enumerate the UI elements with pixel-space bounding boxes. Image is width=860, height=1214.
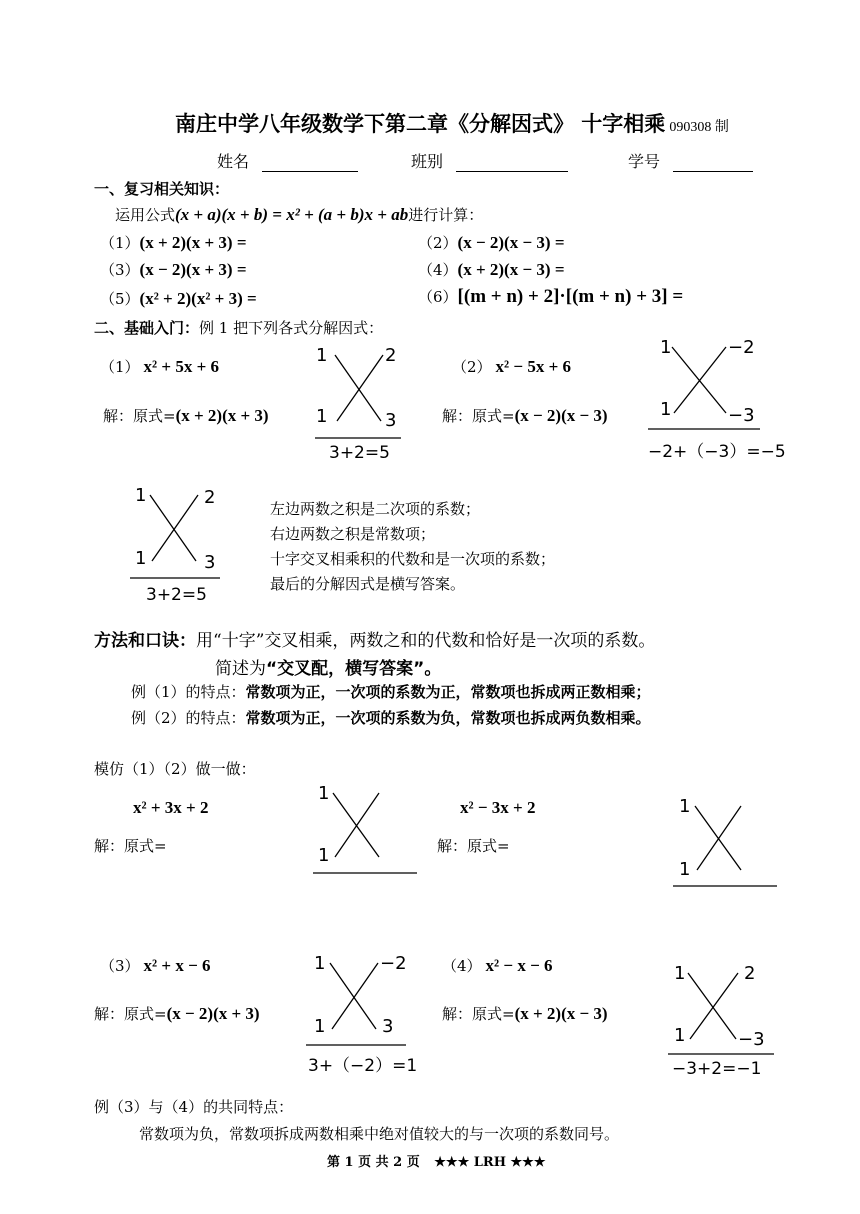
feature-1 [131, 681, 651, 702]
item-expr: (x − 2)(x − 3) = [457, 233, 565, 252]
solution-expr: (x + 2)(x − 3) [514, 1004, 608, 1023]
cross-top-right: 2 [744, 963, 756, 984]
cross-top-left: 1 [660, 337, 672, 358]
cross-sum: −2+（−3）=−5 [648, 442, 786, 462]
imitate-a-expr: x² + 3x + 2 [133, 798, 209, 817]
item-num: （5） [100, 290, 140, 308]
intro-prefix: 运用公式 [115, 206, 176, 224]
cross-top-left: 1 [674, 963, 686, 984]
rule-note: 右边两数之积是常数项； [270, 525, 436, 543]
class-blank[interactable] [456, 155, 568, 172]
method-text: 用“十字”交叉相乘，两数之和的代数和恰好是一次项的系数。 [196, 631, 656, 651]
cross-sum: −3+2=−1 [672, 1059, 762, 1079]
method-line-1 [94, 626, 655, 651]
imitate-heading: 模仿（1）（2）做一做： [94, 760, 256, 778]
cross-diagram-demo [130, 485, 230, 605]
cross-top-right: −2 [728, 337, 755, 358]
example-expr: x² + 5x + 6 [143, 357, 220, 376]
feature-prefix: 例（2）的特点： [131, 709, 246, 727]
example-expr: x² − 5x + 6 [495, 357, 572, 376]
method-line2-prefix: 简述为 [215, 659, 266, 679]
cross-bottom-right: 3 [204, 552, 216, 573]
method-label: 方法和口诀： [94, 631, 196, 651]
cross-sum: 3+2=5 [146, 585, 207, 605]
cross-blank-top-right[interactable] [385, 783, 411, 803]
id-blank[interactable] [673, 155, 753, 172]
section2-heading-bold: 二、基础入门： [94, 319, 200, 337]
cross-bottom-left: 1 [318, 845, 330, 866]
review-item-5 [100, 288, 257, 309]
cross-sum: 3+（−2）=1 [308, 1056, 418, 1076]
cross-blank-bottom-right[interactable] [385, 845, 411, 865]
rule-note: 最后的分解因式是横写答案。 [270, 575, 466, 593]
name-field [217, 149, 358, 172]
cross-bottom-left: 1 [314, 1016, 326, 1037]
imitate-a-solution: 解：原式= [94, 837, 167, 855]
name-label: 姓名 [217, 152, 250, 171]
cross-blank-top-right[interactable] [747, 796, 773, 816]
intro-suffix: 进行计算： [408, 206, 484, 224]
example-expr: x² − x − 6 [485, 956, 553, 975]
common-feature-label: 例（3）与（4）的共同特点： [94, 1098, 294, 1116]
item-expr: [(m + n) + 2]·[(m + n) + 3] = [457, 286, 684, 307]
title-code: 090308 制 [669, 120, 729, 135]
review-item-2 [418, 232, 565, 253]
section2-heading-rest: 例 1 把下列各式分解因式： [199, 319, 384, 337]
item-num: （4） [418, 261, 458, 279]
cross-bottom-left: 1 [660, 399, 672, 420]
section1-heading: 一、复习相关知识： [94, 180, 230, 198]
feature-prefix: 例（1）的特点： [131, 683, 246, 701]
cross-diagram-1 [313, 345, 413, 465]
cross-top-right: 2 [385, 345, 397, 366]
solution-expr: (x − 2)(x − 3) [514, 406, 608, 425]
item-num: （2） [418, 234, 458, 252]
cross-diagram-3 [306, 953, 436, 1078]
item-num: （1） [100, 234, 140, 252]
example-num: （2） [452, 358, 492, 376]
page-title [175, 108, 729, 138]
solution-expr: (x + 2)(x + 3) [175, 406, 269, 425]
cross-bottom-right: −3 [728, 405, 755, 426]
solution-label: 解：原式= [442, 1005, 515, 1023]
item-expr: (x + 2)(x + 3) = [139, 233, 247, 252]
example-expr: x² + x − 6 [143, 956, 211, 975]
page-number: 第 1 页 共 2 页 [327, 1155, 420, 1170]
feature-text: 常数项为正，一次项的系数为正，常数项也拆成两正数相乘； [245, 683, 651, 701]
cross-bottom-left: 1 [316, 406, 328, 427]
cross-top-left: 1 [314, 953, 326, 974]
class-label: 班别 [411, 152, 444, 171]
cross-bottom-right: −3 [738, 1029, 765, 1050]
method-line-2 [215, 654, 441, 679]
solution-expr: (x − 2)(x + 3) [166, 1004, 260, 1023]
example1 [100, 356, 219, 377]
imitate-b-solution: 解：原式= [437, 837, 510, 855]
example2-solution [442, 405, 608, 426]
cross-diagram-4 [668, 963, 788, 1088]
method-line2-bold: “交叉配，横写答案”。 [266, 659, 442, 679]
section2-heading [94, 317, 383, 338]
intro-formula: (x + a)(x + b) = x² + (a + b)x + ab [175, 205, 409, 224]
cross-sum: 3+2=5 [329, 443, 390, 463]
cross-top-left: 1 [679, 796, 691, 817]
example-num: （1） [100, 358, 140, 376]
cross-top-right: −2 [380, 953, 407, 974]
example-num: （4） [442, 957, 482, 975]
name-blank[interactable] [262, 155, 358, 172]
cross-diagram-imitate-a [313, 783, 423, 883]
example4 [442, 955, 553, 976]
feature-2 [131, 707, 651, 728]
cross-top-right: 2 [204, 487, 216, 508]
item-expr: (x² + 2)(x² + 3) = [139, 289, 257, 308]
cross-bottom-left: 1 [679, 859, 691, 880]
common-feature-text: 常数项为负，常数项拆成两数相乘中绝对值较大的与一次项的系数同号。 [139, 1125, 620, 1143]
example4-solution [442, 1003, 608, 1024]
feature-text: 常数项为正，一次项的系数为负，常数项也拆成两负数相乘。 [245, 709, 651, 727]
review-item-3 [100, 259, 247, 280]
cross-diagram-imitate-b [673, 796, 783, 896]
review-item-1 [100, 232, 247, 253]
item-expr: (x − 2)(x + 3) = [139, 260, 247, 279]
example1-solution [103, 405, 269, 426]
cross-bottom-right: 3 [382, 1016, 394, 1037]
section1-intro [115, 204, 483, 225]
cross-top-left: 1 [318, 783, 330, 804]
rule-notes [270, 497, 555, 597]
cross-diagram-2 [648, 337, 818, 467]
id-field [628, 149, 753, 172]
solution-label: 解：原式= [94, 1005, 167, 1023]
imitate-b-expr: x² − 3x + 2 [460, 798, 536, 817]
item-num: （3） [100, 261, 140, 279]
review-item-6 [418, 286, 683, 308]
example3-solution [94, 1003, 260, 1024]
class-field [411, 149, 568, 172]
cross-bottom-left: 1 [674, 1025, 686, 1046]
rule-note: 左边两数之积是二次项的系数； [270, 500, 481, 518]
rule-note: 十字交叉相乘积的代数和是一次项的系数； [270, 550, 556, 568]
item-num: （6） [418, 288, 458, 306]
cross-bottom-right: 3 [385, 410, 397, 431]
footer [327, 1151, 545, 1170]
example2 [452, 356, 571, 377]
example-num: （3） [100, 957, 140, 975]
cross-bottom-left: 1 [135, 548, 147, 569]
cross-blank-bottom-right[interactable] [747, 859, 773, 879]
title-text: 南庄中学八年级数学下第二章《分解因式》 十字相乘 [175, 112, 666, 136]
solution-label: 解：原式= [103, 407, 176, 425]
footer-signature: ★★★ LRH ★★★ [434, 1155, 546, 1170]
solution-label: 解：原式= [442, 407, 515, 425]
id-label: 学号 [628, 152, 661, 171]
cross-top-left: 1 [135, 485, 147, 506]
item-expr: (x + 2)(x − 3) = [457, 260, 565, 279]
example3 [100, 955, 211, 976]
review-item-4 [418, 259, 565, 280]
cross-top-left: 1 [316, 345, 328, 366]
